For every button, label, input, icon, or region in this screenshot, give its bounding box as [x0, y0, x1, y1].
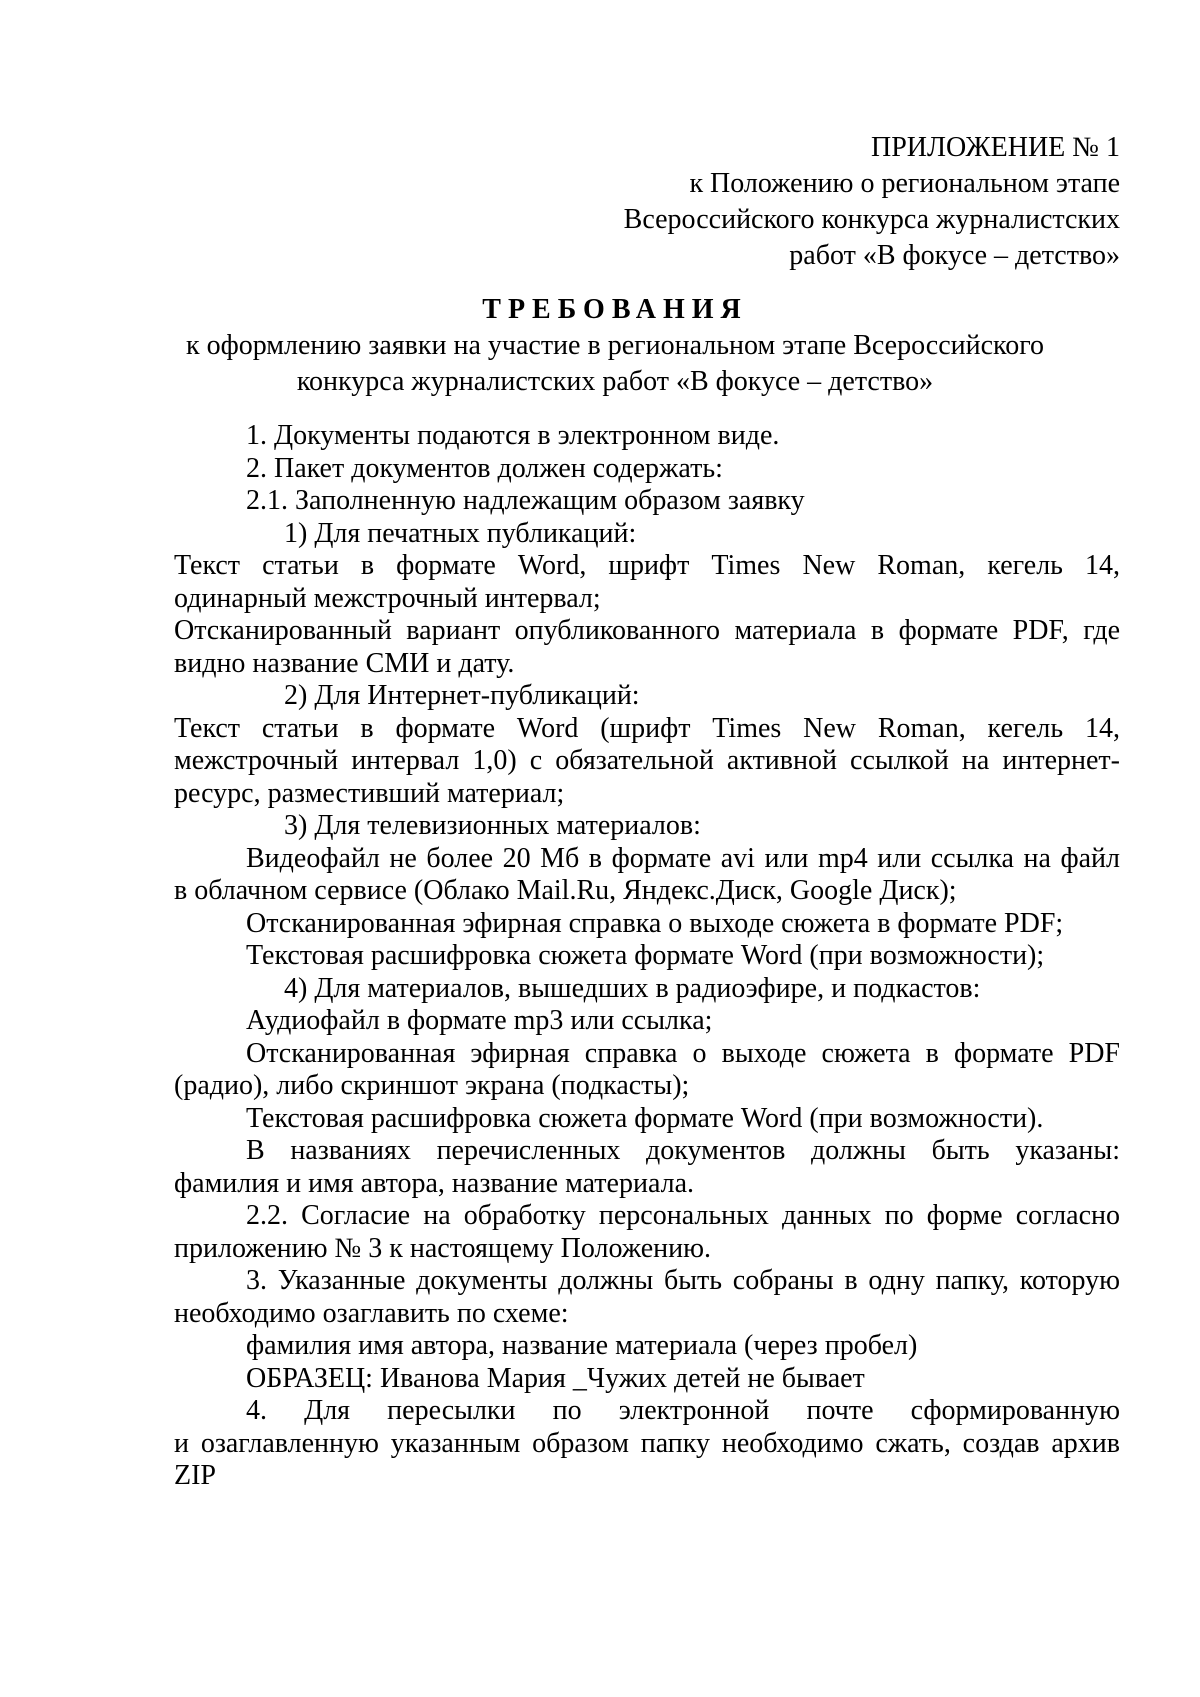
paragraph-line: фамилия и имя автора, название материала.: [174, 1167, 695, 1199]
paragraph: 2.1. Заполненную надлежащим образом заявку: [246, 485, 805, 516]
paragraph-line: 3. Указанные документы должны быть собраны в одну папку, которую: [246, 1265, 1120, 1296]
appendix-number: ПРИЛОЖЕНИЕ № 1: [871, 132, 1120, 163]
paragraph-line: 2.2. Согласие на обработку персональных данных по форме согласно: [246, 1200, 1120, 1231]
paragraph: 1. Документы подаются в электронном виде.: [246, 420, 780, 451]
paragraph-line: ресурс, разместивший материал;: [174, 777, 565, 809]
list-item: 2) Для Интернет-публикаций:: [284, 680, 640, 711]
document-body: [174, 420, 1120, 1493]
paragraph: Отсканированная эфирная справка о выходе сюжета в формате PDF;: [246, 907, 1064, 939]
title-subheading: конкурса журналистских работ «В фокусе – детство»: [296, 366, 934, 397]
title-subheading: к оформлению заявки на участие в региональном этапе Всероссийского: [185, 330, 1045, 361]
list-item: 4) Для материалов, вышедших в радиоэфире, и подкастов:: [284, 972, 981, 1004]
paragraph-line: межстрочный интервал 1,0) с обязательной активной ссылкой на интернет-: [174, 745, 1120, 776]
paragraph-line: 4. Для пересылки по электронной почте сформированную: [246, 1395, 1120, 1426]
paragraph-line: Видеофайл не более 20 Мб в формате avi или mp4 или ссылка на файл: [246, 842, 1120, 874]
paragraph-line: приложению № 3 к настоящему Положению.: [174, 1232, 712, 1264]
paragraph-line: одинарный межстрочный интервал;: [174, 582, 601, 614]
paragraph-line: видно название СМИ и дату.: [174, 647, 515, 679]
list-item: 3) Для телевизионных материалов:: [284, 810, 701, 841]
paragraph: Аудиофайл в формате mp3 или ссылка;: [246, 1005, 713, 1036]
appendix-header: [560, 130, 1120, 274]
paragraph-line: Отсканированный вариант опубликованного материала в формате PDF, где: [174, 615, 1120, 646]
appendix-reference-line: Всероссийского конкурса журналистских: [623, 204, 1120, 235]
paragraph: 2. Пакет документов должен содержать:: [246, 452, 723, 484]
paragraph-line: ZIP: [174, 1460, 216, 1491]
paragraph-line: и озаглавленную указанным образом папку необходимо сжать, создав архив: [174, 1427, 1120, 1459]
document-title: [160, 292, 1120, 400]
sample-line: ОБРАЗЕЦ: Иванова Мария _Чужих детей не бывает: [246, 1362, 865, 1394]
paragraph: фамилия имя автора, название материала (через пробел): [246, 1330, 918, 1361]
paragraph-line: (радио), либо скриншот экрана (подкасты);: [174, 1070, 690, 1101]
appendix-reference-line: к Положению о региональном этапе: [689, 168, 1120, 199]
paragraph-line: в облачном сервисе (Облако Mail.Ru, Яндекс.Диск, Google Диск);: [174, 875, 957, 906]
title-heading: ТРЕБОВАНИЯ: [482, 294, 748, 325]
paragraph-line: Отсканированная эфирная справка о выходе сюжета в формате PDF: [246, 1037, 1120, 1069]
paragraph: Текстовая расшифровка сюжета формате Word (при возможности).: [246, 1102, 1044, 1134]
paragraph-line: Текст статьи в формате Word, шрифт Times New Roman, кегель 14,: [174, 550, 1120, 581]
paragraph: Текстовая расшифровка сюжета формате Word (при возможности);: [246, 940, 1045, 971]
list-item: 1) Для печатных публикаций:: [284, 517, 637, 549]
paragraph-line: необходимо озаглавить по схеме:: [174, 1297, 569, 1329]
paragraph-line: Текст статьи в формате Word (шрифт Times New Roman, кегель 14,: [174, 712, 1120, 744]
paragraph-line: В названиях перечисленных документов должны быть указаны:: [246, 1135, 1120, 1166]
appendix-reference-line: работ «В фокусе – детство»: [789, 240, 1120, 271]
